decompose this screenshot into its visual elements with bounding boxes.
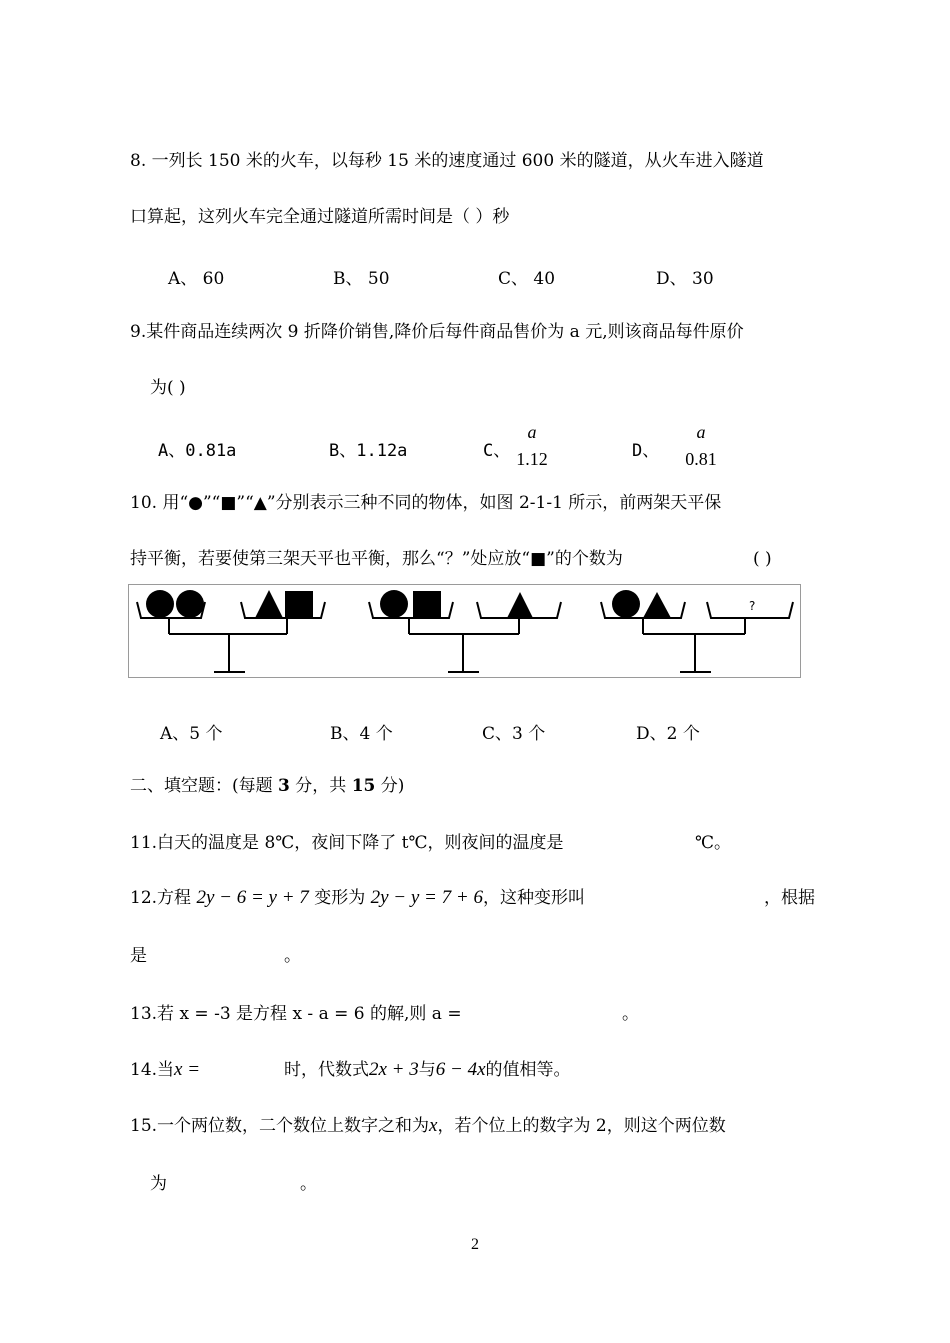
- q8-option-b: B、 50: [333, 269, 390, 289]
- q9-option-d-fraction: [681, 422, 721, 470]
- q14-rest: [284, 1059, 571, 1081]
- balance-scales-svg: [129, 585, 800, 677]
- q8-line-2: 口算起，这列火车完全通过隧道所需时间是（ ）秒: [130, 207, 510, 227]
- q15-line-2-prefix: 为: [150, 1174, 167, 1194]
- section-2-suffix: 分): [375, 776, 405, 796]
- q10-option-b: B、4 个: [330, 724, 393, 744]
- q12-line-1: [130, 887, 585, 909]
- q8-option-a: A、 60: [168, 269, 225, 289]
- q12-tail: ，根据: [764, 888, 815, 908]
- q11-text: 11.白天的温度是 8℃，夜间下降了 t℃，则夜间的温度是: [130, 833, 564, 853]
- q9-option-c-numerator: a: [527, 422, 537, 442]
- q14-expression-2: 6 − 4x: [435, 1059, 486, 1080]
- q9-option-d-denominator: 0.81: [685, 449, 717, 469]
- q14-expression-1: 2x + 3: [369, 1059, 419, 1080]
- q10-option-a: A、5 个: [160, 724, 223, 744]
- q12-after: ，这种变形叫: [482, 888, 585, 908]
- q9-option-c-fraction: [512, 422, 552, 470]
- q12-line-2-tail: 。: [284, 946, 301, 966]
- q15-line-1-tail: ，若个位上的数字为 2，则这个两位数: [437, 1116, 726, 1136]
- scale-1-circle-2: [176, 590, 204, 618]
- scale-2-circle: [380, 590, 408, 618]
- scale-2-square: [413, 591, 441, 618]
- scale-1-square: [285, 591, 313, 618]
- q14-mid: 时，代数式: [284, 1060, 369, 1080]
- q13-text: 13.若 x = -3 是方程 x - a = 6 的解,则 a =: [130, 1004, 462, 1024]
- q10-option-c: C、3 个: [482, 724, 546, 744]
- q11-tail: ℃。: [695, 833, 732, 853]
- q8-line-1: 8. 一列长 150 米的火车，以每秒 15 米的速度通过 600 米的隧道，从火车进入隧道: [130, 151, 764, 171]
- q10-line-1: 10. 用“●”“■”“▲”分别表示三种不同的物体，如图 2-1-1 所示，前两架天平保: [130, 493, 722, 513]
- q14-prefix: 14.当: [130, 1060, 175, 1080]
- q9-option-c-denominator: 1.12: [516, 449, 548, 469]
- q8-option-c: C、 40: [498, 269, 556, 289]
- q9-line-2: 为( ): [150, 378, 186, 398]
- q9-line-1: 9.某件商品连续两次 9 折降价销售,降价后每件商品售价为 a 元,则该商品每件原价: [130, 322, 744, 342]
- q14-tail: 的值相等。: [485, 1060, 571, 1080]
- q9-option-b: B、1.12a: [329, 441, 408, 461]
- q15-variable: x: [429, 1115, 438, 1136]
- q14-joiner: 与: [418, 1060, 436, 1080]
- scale-3-question-mark: ?: [749, 599, 756, 613]
- q12-mid: 变形为: [314, 888, 366, 908]
- q9-option-d-numerator: a: [696, 422, 706, 442]
- section-2-middle: 分，共: [289, 776, 352, 796]
- scale-2-triangle: [507, 592, 533, 618]
- section-2-prefix: 二、填空题：(每题: [130, 776, 279, 796]
- q12-equation-1: 2y − 6 = y + 7: [196, 887, 309, 908]
- q14-variable: x =: [174, 1059, 201, 1080]
- q12-line-2-prefix: 是: [130, 946, 147, 966]
- q12-prefix: 12.方程: [130, 888, 192, 908]
- scale-1-circle-1: [146, 590, 174, 618]
- q15-line-1: [130, 1115, 726, 1137]
- q9-option-a: A、0.81a: [158, 441, 237, 461]
- q14-prefix-group: [130, 1059, 200, 1081]
- section-2-score-total: 15: [351, 776, 376, 796]
- q8-option-d: D、 30: [656, 269, 714, 289]
- q9-option-c-prefix: C、: [483, 441, 511, 461]
- q12-equation-2: 2y − y = 7 + 6: [370, 887, 483, 908]
- q10-answer-paren: ( ): [753, 549, 772, 569]
- scale-3-circle: [612, 590, 640, 618]
- q13-tail: 。: [622, 1004, 639, 1024]
- q15-line-1-prefix: 15.一个两位数，二个数位上数字之和为: [130, 1116, 430, 1136]
- q15-line-2-tail: 。: [300, 1174, 317, 1194]
- scale-3-triangle: [643, 592, 671, 618]
- balance-scales-figure: [128, 584, 801, 678]
- scale-1-triangle: [255, 590, 283, 618]
- section-2-heading: [130, 775, 404, 797]
- page-number: 2: [471, 1236, 479, 1253]
- q10-option-d: D、2 个: [636, 724, 700, 744]
- q10-line-2: 持平衡，若要使第三架天平也平衡，那么“？”处应放“■”的个数为: [130, 549, 623, 569]
- section-2-score-each: 3: [278, 776, 290, 796]
- q9-option-d-prefix: D、: [632, 441, 660, 461]
